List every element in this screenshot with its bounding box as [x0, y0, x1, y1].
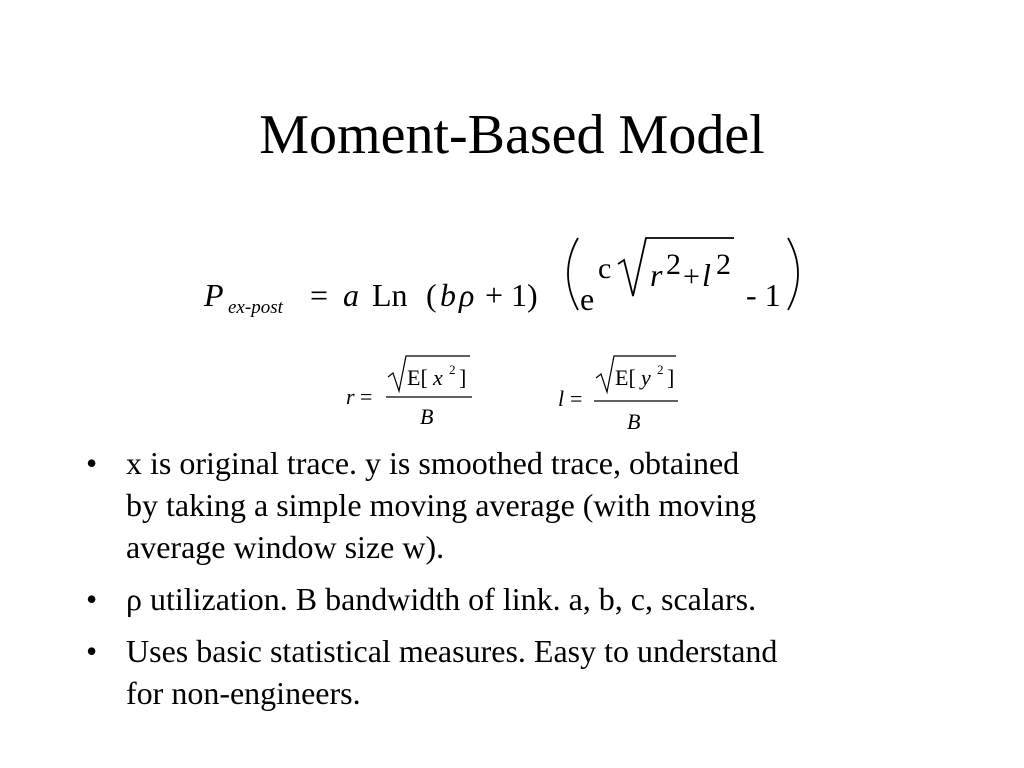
exp-coef-c: c [598, 252, 612, 285]
exp-base-e: e [580, 281, 595, 317]
r-def-equals: = [360, 384, 373, 409]
big-left-paren [568, 238, 578, 310]
equals-sign: = [310, 277, 329, 313]
l-def-lhs: l [558, 386, 565, 411]
bullet-line: Uses basic statistical measures. Easy to understand [126, 633, 778, 669]
var-l: l [702, 257, 711, 293]
bullet-line: x is original trace. y is smoothed trace, obtained [126, 445, 740, 481]
bullet-line: for non-engineers. [126, 675, 361, 711]
open-paren: ( [426, 277, 437, 313]
r-def-radical [388, 356, 470, 391]
bullet-marker: • [86, 633, 98, 669]
bullet-marker: • [86, 445, 98, 481]
p-symbol: P [204, 277, 224, 313]
plus-one-close: + 1) [485, 277, 538, 313]
l-def-equals: = [570, 386, 583, 411]
r-exponent: 2 [666, 248, 681, 281]
r-def-square: 2 [449, 362, 456, 377]
l-def-denominator: B [627, 409, 641, 434]
bullet-item [82, 442, 962, 568]
coef-b: b [440, 277, 456, 313]
l-def-radical [596, 356, 676, 392]
coef-a: a [343, 277, 359, 313]
l-def-var-y: y [641, 365, 651, 390]
l-exponent: 2 [716, 248, 731, 281]
l-def-square: 2 [657, 362, 664, 377]
rho-symbol: ρ [459, 277, 475, 313]
bullet-line: average window size w). [126, 529, 445, 565]
big-right-paren [788, 238, 798, 310]
bullet-item [82, 578, 962, 620]
bullet-marker: • [86, 581, 98, 617]
bullet-item [82, 630, 962, 714]
ln-function: Ln [372, 277, 408, 313]
r-def-denominator: B [420, 404, 434, 429]
bullet-line: by taking a simple moving average (with moving [126, 487, 757, 523]
r-def-close: ] [459, 365, 467, 390]
main-equation [203, 238, 798, 318]
l-def-expect: E[ [615, 365, 636, 390]
bullet-line: ρ utilization. B bandwidth of link. a, b, c, scalars. [126, 581, 757, 617]
l-def-close: ] [667, 365, 675, 390]
minus-one: - 1 [746, 277, 781, 313]
plus-sign: + [683, 260, 700, 293]
p-subscript: ex-post [228, 297, 283, 318]
slide-title: Moment-Based Model [259, 104, 765, 166]
l-definition [558, 356, 678, 434]
r-def-expect: E[ [407, 365, 428, 390]
r-definition [346, 356, 472, 429]
r-def-lhs: r [346, 384, 355, 409]
r-def-var-x: x [433, 365, 443, 390]
bullet-list [82, 442, 962, 724]
var-r: r [650, 257, 663, 293]
